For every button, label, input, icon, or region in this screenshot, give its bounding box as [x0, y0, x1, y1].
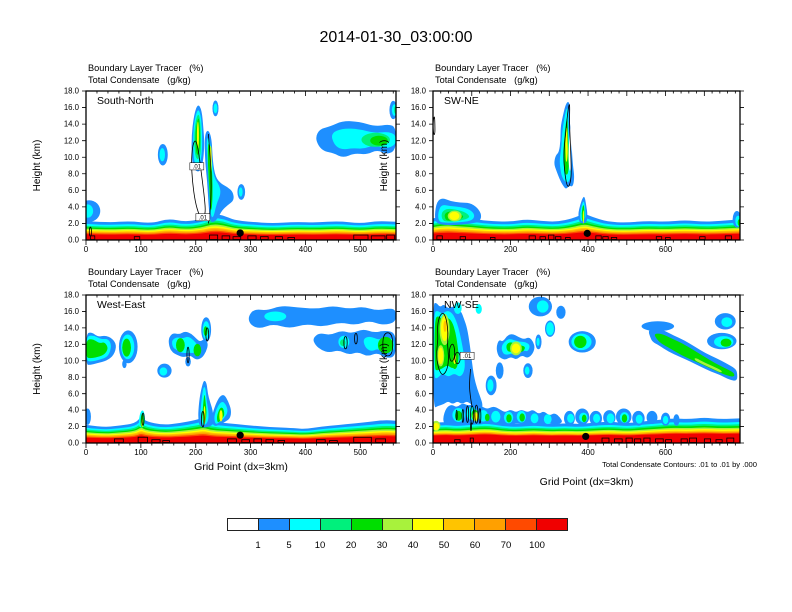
panel-label-sw-ne: SW-NE [444, 95, 479, 107]
tracer-blob [506, 414, 511, 422]
y-tick-label: 4.0 [68, 202, 79, 212]
x-tick-label: 600 [658, 448, 673, 457]
tracer-blob [433, 423, 439, 430]
y-tick-label: 18.0 [410, 86, 426, 96]
x-tick-label: 200 [503, 245, 518, 254]
tracer-blob [607, 413, 615, 423]
x-tick-label: 100 [134, 245, 148, 254]
tracer-blob [636, 415, 643, 424]
x-tick-label: 100 [134, 448, 148, 457]
tracer-blob [219, 410, 222, 422]
panel-header-condensate: Total Condensate (g/kg) [88, 279, 191, 289]
tracer-blob [593, 414, 600, 423]
y-tick-label: 2.0 [68, 422, 79, 432]
colorbar-cell [289, 519, 320, 530]
tracer-blob [443, 320, 446, 332]
y-tick-label: 10.0 [63, 152, 79, 162]
x-tick-label: 400 [298, 448, 313, 457]
x-tick-label: 500 [353, 245, 368, 254]
y-tick-label: 8.0 [68, 372, 79, 382]
y-tick-label: 0.0 [415, 438, 426, 448]
panel-header-tracer: Boundary Layer Tracer (%) [435, 267, 551, 277]
x-tick-label: 200 [189, 448, 203, 457]
colorbar-boundary-label: 20 [345, 540, 357, 551]
y-tick-label: 14.0 [63, 323, 79, 333]
colorbar-boundary-label: 70 [500, 540, 512, 551]
y-tick-label: 12.0 [63, 339, 79, 349]
tracer-blob [122, 360, 126, 368]
x-tick-label: 400 [581, 245, 595, 254]
contour-label: .01 [462, 354, 472, 361]
colorbar-cell [228, 519, 258, 530]
panel-west-east [32, 267, 396, 473]
tracer-blob [556, 306, 565, 319]
tracer-blob [512, 344, 521, 354]
tracer-blob [239, 187, 243, 196]
tracer-blob [721, 339, 732, 347]
tracer-blob [642, 321, 675, 331]
colorbar [227, 518, 568, 554]
tracer-blob [84, 408, 91, 424]
y-tick-label: 12.0 [410, 136, 426, 146]
tracer-blob [485, 414, 490, 421]
colorbar-cell [412, 519, 443, 530]
x-axis-title: Grid Point (dx=3km) [539, 476, 634, 488]
tracer-blob [214, 103, 218, 113]
tracer-blob [449, 212, 459, 220]
tracer-blob [194, 344, 202, 356]
tracer-blob [567, 414, 574, 423]
tracer-blob [160, 148, 165, 161]
x-tick-label: 0 [83, 448, 89, 457]
x-tick-label: 0 [430, 448, 436, 457]
panel-nw-se [379, 267, 757, 488]
tracer-blob [673, 414, 679, 426]
tracer-blob [496, 362, 504, 378]
y-tick-label: 10.0 [410, 152, 426, 162]
y-tick-label: 18.0 [63, 290, 79, 300]
tracer-blob [122, 339, 131, 357]
y-tick-label: 2.0 [415, 219, 426, 229]
panel-header-tracer: Boundary Layer Tracer (%) [88, 267, 204, 277]
tracer-blob [531, 413, 539, 423]
tracer-blob [438, 348, 443, 364]
site-marker-dot [237, 432, 244, 439]
tracer-blob [663, 416, 668, 424]
y-tick-label: 0.0 [68, 235, 79, 245]
tracer-blob [176, 338, 185, 352]
panel-header-tracer: Boundary Layer Tracer (%) [435, 63, 551, 73]
y-tick-label: 18.0 [410, 290, 426, 300]
y-tick-label: 14.0 [410, 323, 426, 333]
y-tick-label: 8.0 [68, 169, 79, 179]
x-tick-label: 0 [83, 245, 89, 254]
colorbar-labels [227, 540, 568, 554]
colorbar-boundary-label: 40 [407, 540, 419, 551]
x-tick-label: 300 [243, 245, 258, 254]
site-marker-dot [582, 433, 589, 440]
tracer-blob [160, 367, 168, 375]
field-layer [432, 297, 740, 443]
y-tick-label: 4.0 [68, 405, 79, 415]
tracer-blob [647, 411, 658, 424]
y-tick-label: 10.0 [410, 356, 426, 366]
y-tick-label: 12.0 [63, 136, 79, 146]
contour-label: .01 [198, 215, 208, 222]
x-tick-label: 300 [243, 448, 258, 457]
tracer-blob [340, 339, 345, 346]
tracer-blob [82, 204, 93, 217]
colorbar-boundary-label: 30 [376, 540, 388, 551]
panel-header-condensate: Total Condensate (g/kg) [435, 279, 538, 289]
tracer-blob [546, 322, 554, 335]
panel-south-north [32, 63, 396, 254]
contour-label: .01 [192, 164, 202, 171]
y-axis-title: Height (km) [32, 343, 43, 395]
y-tick-label: 18.0 [63, 86, 79, 96]
y-tick-label: 8.0 [415, 169, 426, 179]
panel-header-condensate: Total Condensate (g/kg) [88, 75, 191, 85]
x-axis-title: Grid Point (dx=3km) [194, 461, 288, 473]
tracer-blob [583, 210, 584, 223]
y-tick-label: 16.0 [63, 103, 79, 113]
x-tick-label: 400 [581, 448, 595, 457]
tracer-blob [622, 414, 627, 422]
y-tick-label: 12.0 [410, 339, 426, 349]
panel-label-west-east: West-East [97, 299, 146, 311]
panel-label-south-north: South-North [97, 95, 154, 107]
tracer-blob [491, 411, 500, 423]
site-marker-dot [237, 229, 244, 236]
y-tick-label: 2.0 [415, 422, 426, 432]
y-tick-label: 6.0 [68, 389, 79, 399]
colorbar-cell [474, 519, 505, 530]
y-tick-label: 16.0 [410, 103, 426, 113]
tracer-blob [574, 336, 586, 348]
field-layer [78, 101, 397, 240]
tracer-blob [582, 415, 587, 422]
x-tick-label: 500 [353, 448, 368, 457]
x-tick-label: 600 [658, 245, 673, 254]
colorbar-cell [443, 519, 474, 530]
colorbar-boundary-label: 60 [469, 540, 481, 551]
tracer-blob [525, 367, 530, 375]
x-tick-label: 200 [189, 245, 203, 254]
y-axis-title: Height (km) [32, 139, 43, 192]
colorbar-boundary-label: 5 [286, 540, 292, 551]
colorbar-boundary-label: 1 [255, 540, 261, 551]
colorbar-cell [258, 519, 289, 530]
figure-title: 2014-01-30_03:00:00 [319, 29, 473, 46]
contour-footnote: Total Condensate Contours: .01 to .01 by .000 [602, 460, 757, 469]
panel-header-tracer: Boundary Layer Tracer (%) [88, 63, 204, 73]
tracer-blob [544, 414, 552, 424]
tracer-blob [537, 300, 549, 312]
y-axis-title: Height (km) [379, 139, 390, 192]
colorbar-boundary-label: 100 [529, 540, 545, 551]
colorbar-cell [382, 519, 413, 530]
colorbar-cells [227, 518, 568, 531]
y-tick-label: 4.0 [415, 202, 426, 212]
colorbar-cell [505, 519, 536, 530]
colorbar-boundary-label: 10 [314, 540, 326, 551]
x-tick-label: 400 [298, 245, 313, 254]
y-tick-label: 6.0 [68, 185, 79, 195]
colorbar-cell [536, 519, 567, 530]
colorbar-boundary-label: 50 [438, 540, 450, 551]
tracer-blob [721, 317, 732, 327]
y-tick-label: 14.0 [410, 119, 426, 129]
y-tick-label: 8.0 [415, 372, 426, 382]
y-tick-label: 14.0 [63, 119, 79, 129]
field-layer [433, 102, 741, 240]
panel-header-condensate: Total Condensate (g/kg) [435, 75, 538, 85]
y-axis-title: Height (km) [379, 343, 390, 395]
x-tick-label: 200 [503, 448, 518, 457]
y-tick-label: 0.0 [68, 438, 79, 448]
site-marker-dot [584, 230, 591, 237]
y-tick-label: 10.0 [63, 356, 79, 366]
tracer-blob [519, 413, 524, 421]
x-tick-label: 0 [430, 245, 436, 254]
y-tick-label: 6.0 [415, 389, 426, 399]
plot-frame [86, 91, 396, 240]
y-tick-label: 0.0 [415, 235, 426, 245]
tracer-blob [487, 379, 493, 391]
y-tick-label: 16.0 [63, 307, 79, 317]
colorbar-cell [320, 519, 351, 530]
y-tick-label: 6.0 [415, 185, 426, 195]
panel-sw-ne [379, 63, 740, 254]
field-layer [84, 306, 396, 443]
y-tick-label: 2.0 [68, 219, 79, 229]
tracer-blob [536, 338, 539, 346]
tracer-blob [185, 357, 190, 367]
panel-label-nw-se: NW-SE [444, 299, 479, 311]
colorbar-cell [351, 519, 382, 530]
y-tick-label: 16.0 [410, 307, 426, 317]
y-tick-label: 4.0 [415, 405, 426, 415]
tracer-blob [264, 311, 286, 321]
